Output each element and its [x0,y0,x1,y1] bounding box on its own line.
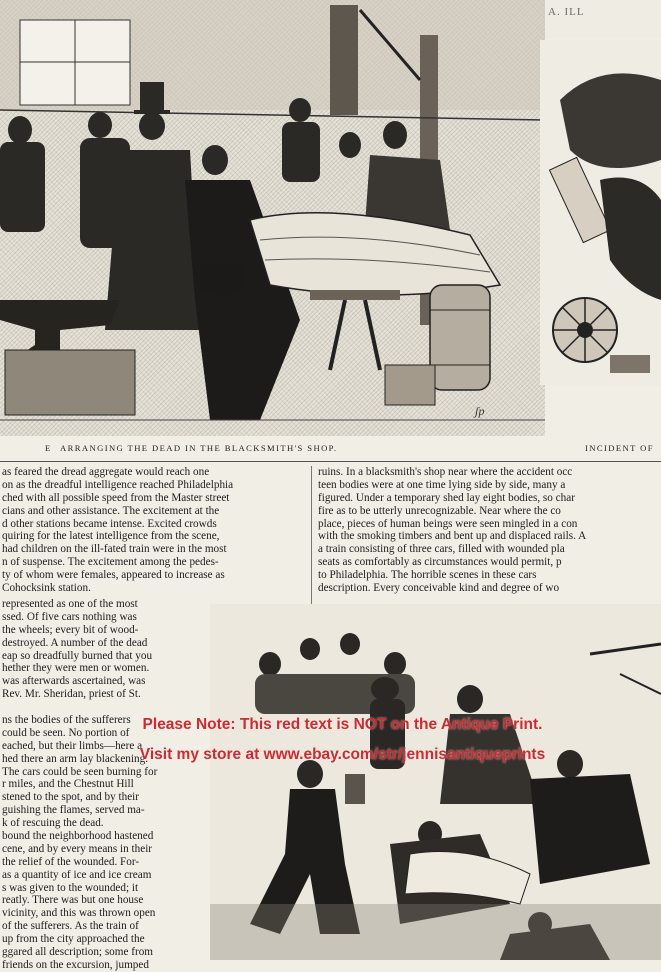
text-line: guishing the flames, served ma- [2,804,145,817]
text-line: figured. Under a temporary shed lay eight bodies, so char [318,491,575,504]
text-line: a train consisting of three cars, filled with wounded pla [318,543,565,556]
text-line: fire as to be utterly unrecognizable. Near where the co [318,504,561,517]
text-line: reatly. There was but one house [2,894,144,907]
text-line: ns the bodies of the sufferers [2,714,131,727]
article-column-left-narrow [2,598,202,972]
article-column-right [318,466,661,595]
text-line: cians and other assistance. The excitement at the [2,504,220,517]
text-line: of the sufferers. As the train of [2,920,139,933]
column-divider [311,466,312,606]
text-line: was afterwards ascertained, was [2,675,146,688]
blacksmith-shop-engraving [0,0,545,436]
caption-blacksmith-shop: ARRANGING THE DEAD IN THE BLACKSMITH'S SHOP. [60,443,338,453]
rescue-scene-illustration [210,604,661,960]
text-line: Rev. Mr. Sheridan, priest of St. [2,688,141,701]
train-wreck-engraving [540,40,661,385]
text-line: hed there an arm lay blackening. [2,752,148,765]
wreck-illustration [540,40,661,385]
text-line: the relief of the wounded. For- [2,855,140,868]
text-line: destroyed. A number of the dead [2,636,148,649]
article-column-left [2,466,305,595]
text-line: place, pieces of human beings were seen mingled in a con [318,517,578,530]
text-line: on as the dreadful intelligence reached Philadelphia [2,478,234,491]
text-line: with the smoking timbers and bent up and displaced rails. A [318,530,587,543]
text-line: r miles, and the Chestnut Hill [2,778,134,791]
svg-text:ʃp: ʃp [475,404,485,418]
text-line: ty of whom were females, appeared to increase as [2,569,225,582]
text-line: stened to the spot, and by their [2,791,140,804]
text-line: the wheels; every bit of wood- [2,623,139,636]
text-line [2,701,202,714]
text-line: ched with all possible speed from the Master street [2,491,230,504]
text-line: hether they were men or women. [2,662,150,675]
text-line: as a quantity of ice and ice cream [2,868,152,881]
text-line: ruins. In a blacksmith's shop near where the accident occ [318,466,573,478]
page-header-fragment: A. ILL [548,6,585,18]
text-line: eached, but their limbs—here a [2,739,143,752]
text-line: k of rescuing the dead. [2,817,104,830]
text-line: d other stations became intense. Excited crowds [2,517,217,530]
text-line: could be seen. No portion of [2,726,130,739]
text-line: teen bodies were at one time lying side by side, many a [318,478,566,491]
text-line: ssed. Of five cars nothing was [2,610,137,623]
text-line: Cohocksink station. [2,582,91,595]
text-line: to Philadelphia. The horrible scenes in these cars [318,569,537,582]
text-line: represented as one of the most [2,598,138,610]
text-line: friends on the excursion, jumped [2,958,149,971]
text-line: as feared the dread aggregate would reach one [2,466,210,478]
text-line: ggared all description; some from [2,946,153,959]
text-line: up from the city approached the [2,933,145,946]
text-line: vicinity, and this was thrown open [2,907,156,920]
text-line: s was given to the wounded; it [2,881,139,894]
rescue-scene-engraving [210,604,661,960]
caption-prefix: E [45,443,52,453]
seller-note-line-1: Please Note: This red text is NOT on the Antique Print. [142,716,543,733]
text-line: cene, and by every means in their [2,842,153,855]
seller-store-url[interactable]: Visit my store at www.ebay.com/str/jennisantiqueprints [139,746,546,763]
blacksmith-shop-illustration [0,0,545,436]
text-line: seats as comfortably as circumstances would permit, p [318,556,562,569]
caption-incident: INCIDENT OF [585,443,654,453]
text-line: quiring for the latest intelligence from the scene, [2,530,220,543]
text-line: had children on the ill-fated train were in the most [2,543,227,556]
text-line: The cars could be seen burning for [2,765,158,778]
text-line: bound the neighborhood hastened [2,830,154,843]
text-line: eap so dreadfully burned that you [2,649,153,662]
text-line: n of suspense. The excitement among the pedes- [2,556,219,569]
caption-rule [0,461,661,462]
text-line: description. Every conceivable kind and degree of wo [318,582,560,595]
